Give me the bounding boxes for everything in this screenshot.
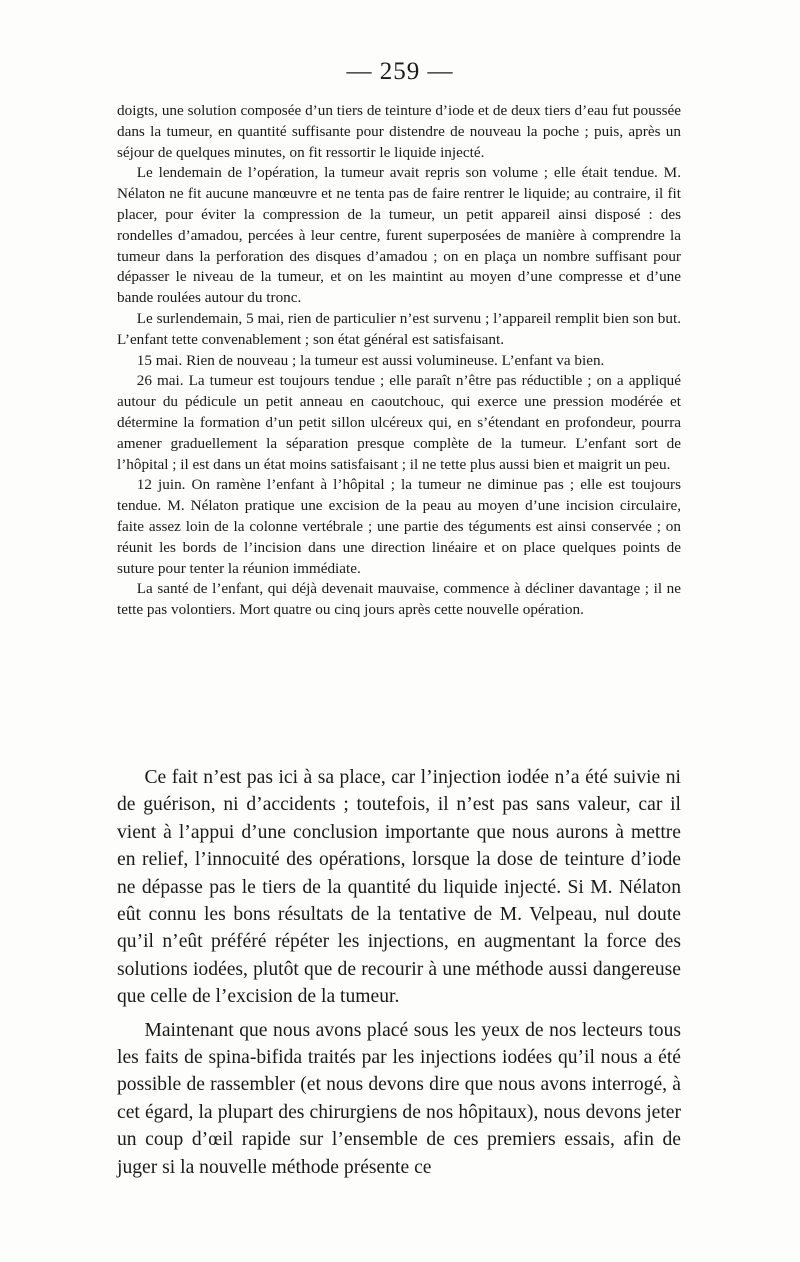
- note-paragraph: Le surlendemain, 5 mai, rien de particulier n’est survenu ; l’appareil remplit bien son but. L’enfant tette convenablement ; son état général est satisfaisant.: [117, 309, 681, 348]
- note-paragraph: La santé de l’enfant, qui déjà devenait mauvaise, commence à décliner davantage ; il ne tette pas volontiers. Mort quatre ou cinq jours après cette nouvelle opération.: [117, 580, 681, 619]
- note-paragraph: 15 mai. Rien de nouveau ; la tumeur est aussi volumineuse. L’enfant va bien.: [136, 351, 605, 369]
- note-paragraph: doigts, une solution composée d’un tiers de teinture d’iode et de deux tiers d’eau fut poussée dans la tumeur, en quantité suffisante pour distendre de nouveau la poche ; puis, après un séjour de quelques minutes, on fit ressortir le liquide injecté.: [117, 102, 681, 161]
- main-text: [117, 764, 681, 1181]
- note-paragraph: 26 mai. La tumeur est toujours tendue ; elle paraît n’être pas réductible ; on a appliqué autour du pédicule un petit anneau en caoutchouc, qui exerce une pression modérée et détermine la formation d’un petit sillon ulcéreux qui, en s’étendant en profondeur, pourra amener graduellement la séparation presque complète de la tumeur. L’enfant sort de l’hôpital ; il est dans un état moins satisfaisant ; il ne tette plus aussi bien et maigrit un peu.: [117, 372, 681, 473]
- case-notes: [117, 101, 681, 621]
- note-paragraph: Le lendemain de l’opération, la tumeur avait repris son volume ; elle était tendue. M. Nélaton ne fit aucune manœuvre et ne tenta pas de faire rentrer le liquide; au contraire, il fit placer, pour éviter la compression de la tumeur, un petit appareil ainsi disposé : des rondelles d’amadou, percées à leur centre, furent superposées de manière à comprendre la tumeur dans la perforation des disques d’amadou ; on en plaça un nombre suffisant pour dépasser le niveau de la tumeur, et on les maintint au moyen d’une compresse et d’une bande roulées autour du tronc.: [117, 164, 681, 307]
- body-paragraph: Maintenant que nous avons placé sous les yeux de nos lecteurs tous les faits de spina-bifida traités par les injections iodées qu’il nous a été possible de rassembler (et nous devons dire que nous avons interrogé, à cet égard, la plupart des chirurgiens de nos hôpitaux), nous devons jeter un coup d’œil rapide sur l’ensemble de ces premiers essais, afin de juger si la nouvelle méthode présente ce: [117, 1019, 681, 1178]
- body-paragraph: Ce fait n’est pas ici à sa place, car l’injection iodée n’a été suivie ni de guérison, ni d’accidents ; toutefois, il n’est pas sans valeur, car il vient à l’appui d’une conclusion importante que nous aurons à mettre en relief, l’innocuité des opérations, lorsque la dose de teinture d’iode ne dépasse pas le tiers de la quantité du liquide injecté. Si M. Nélaton eût connu les bons résultats de la tentative de M. Velpeau, nul doute qu’il n’eût préféré répéter les injections, en augmentant la force des solutions iodées, plutôt que de recourir à une méthode aussi dangereuse que celle de l’excision de la tumeur.: [117, 767, 681, 1008]
- page-number: — 259 —: [346, 58, 454, 85]
- note-paragraph: 12 juin. On ramène l’enfant à l’hôpital ; la tumeur ne diminue pas ; elle est toujours tendue. M. Nélaton pratique une excision de la peau au moyen d’une incision circulaire, faite assez loin de la colonne vertébrale ; une partie des téguments est ainsi conservée ; on réunit les bords de l’incision dans une direction linéaire et on place quelques points de suture pour tenter la réunion immédiate.: [117, 476, 681, 577]
